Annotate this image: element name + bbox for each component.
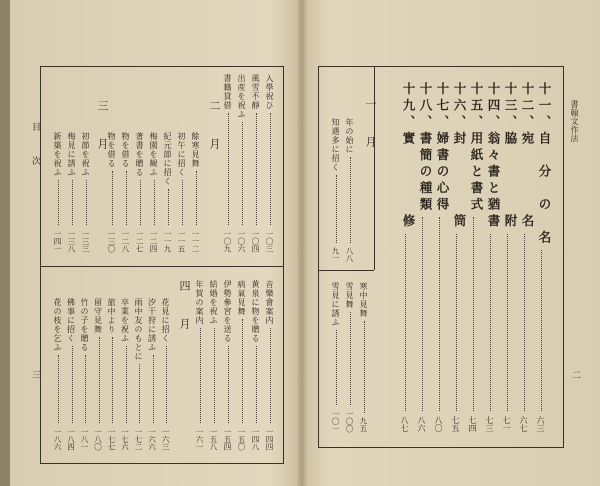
toc-entry-page: 九一 xyxy=(331,247,340,262)
toc-entry-page: 九五 xyxy=(359,417,368,432)
toc-entry-label: 雪見に誘ふ xyxy=(331,282,340,327)
toc-entry-page: 七五 xyxy=(451,416,460,432)
toc-leader-dots xyxy=(456,234,457,412)
toc-entry-label: 結婚を祝ふ xyxy=(209,280,218,325)
toc-entry xyxy=(222,280,235,450)
toc-entry xyxy=(467,82,484,432)
toc-leader-dots xyxy=(270,113,271,225)
toc-entry-label: 十七、婦書の心得 xyxy=(435,82,450,214)
toc-entry-label: 十九、實 修 xyxy=(401,82,416,231)
toc-leader-dots xyxy=(350,157,351,243)
toc-entry xyxy=(176,132,189,252)
toc-entry-label: 十一、自 分 の 名 xyxy=(537,82,552,247)
toc-entry xyxy=(66,132,79,252)
toc-entry-page: 六七 xyxy=(519,416,528,432)
toc-entry xyxy=(133,298,146,450)
toc-entry-label: 入學祝ひ xyxy=(265,74,274,110)
toc-leader-dots xyxy=(228,346,229,423)
toc-entry xyxy=(236,280,249,450)
toc-entry xyxy=(330,282,343,432)
toc-entry-page: 一七六 xyxy=(120,427,130,450)
toc-entry xyxy=(450,82,467,432)
toc-entry-page: 一四八 xyxy=(251,427,260,450)
toc-entry xyxy=(160,298,173,450)
toc-entry-page: 一〇四 xyxy=(251,229,260,252)
toc-entry xyxy=(344,118,357,262)
toc-leader-dots xyxy=(405,234,406,412)
toc-entry xyxy=(264,74,277,252)
toc-entry-page: 一六一 xyxy=(195,427,204,450)
toc-entry xyxy=(250,280,263,450)
toc-entry xyxy=(162,132,175,252)
book-edge xyxy=(0,0,10,486)
toc-entry-label: 十三、脇 附 xyxy=(503,82,518,231)
toc-entry-page: 一一五 xyxy=(177,229,186,252)
toc-leader-dots xyxy=(422,217,423,411)
toc-leader-dots xyxy=(524,234,525,412)
toc-leader-dots xyxy=(58,355,59,423)
toc-entry-label: 梅園を観ふ xyxy=(149,132,158,177)
toc-entry-page: 一六六 xyxy=(147,427,157,450)
toc-entry-page: 一七二 xyxy=(134,427,143,450)
toc-entry-page: 一六三 xyxy=(161,427,170,450)
toc-entry-label: 音樂會案内 xyxy=(265,280,274,325)
left-side-title: 目 次 xyxy=(30,122,40,173)
toc-leader-dots xyxy=(336,330,337,405)
toc-entry-page: 一四一 xyxy=(53,229,62,252)
toc-entry xyxy=(194,280,207,450)
right-running-head: 書翰文作法 xyxy=(570,100,579,143)
toc-entry-label: 梅見に誘ふ xyxy=(67,132,76,177)
toc-entry-label: 十八、書簡の種類 xyxy=(418,82,433,214)
toc-entry-page: 一三八 xyxy=(67,229,76,252)
toc-leader-dots xyxy=(256,346,257,423)
toc-leader-dots xyxy=(140,180,141,225)
toc-leader-dots xyxy=(126,171,127,225)
toc-leader-dots xyxy=(214,328,215,423)
toc-entry-page: 一一二 xyxy=(191,229,200,252)
month-heading: 四 月 xyxy=(178,280,191,337)
toc-entry xyxy=(484,82,501,432)
toc-leader-dots xyxy=(154,180,155,225)
toc-entry xyxy=(106,298,119,450)
toc-entry xyxy=(120,132,133,252)
toc-entry xyxy=(344,282,357,432)
toc-entry xyxy=(148,132,161,252)
toc-entry-label: 十四、翁々書と猶書 xyxy=(486,82,501,231)
toc-leader-dots xyxy=(507,234,508,412)
toc-entry-page: 一〇三 xyxy=(265,229,274,252)
toc-entry xyxy=(120,298,133,450)
toc-entry-label: 十五、用紙と書式 xyxy=(469,82,484,214)
toc-entry-page: 一三三 xyxy=(81,229,90,252)
toc-entry-label: 書籍貸借 xyxy=(223,74,232,110)
toc-entry-label: 病氣見舞 xyxy=(237,280,246,316)
toc-leader-dots xyxy=(350,312,351,405)
toc-leader-dots xyxy=(112,337,113,423)
toc-entry-label: 卒業を祝ふ xyxy=(120,298,130,343)
toc-leader-dots xyxy=(182,180,183,225)
toc-entry-page: 八六 xyxy=(417,416,426,432)
toc-entry xyxy=(416,82,433,432)
toc-entry xyxy=(358,282,371,432)
toc-leader-dots xyxy=(242,122,243,225)
toc-entry-page: 一〇一 xyxy=(331,409,340,432)
toc-leader-dots xyxy=(85,355,86,423)
toc-leader-dots xyxy=(112,171,113,225)
toc-leader-dots xyxy=(490,234,491,412)
month-heading: 二 月 xyxy=(208,100,221,157)
toc-entry xyxy=(330,118,343,262)
toc-entry-page: 一八一 xyxy=(80,427,89,450)
toc-entry-page: 一二四 xyxy=(149,229,158,252)
toc-entry xyxy=(52,298,65,450)
toc-entry-label: 留守見舞 xyxy=(93,298,103,334)
toc-entry-page: 一八〇 xyxy=(93,427,103,450)
toc-leader-dots xyxy=(228,113,229,225)
toc-entry-page: 一一九 xyxy=(163,229,172,252)
toc-entry-label: 新築を祝ふ xyxy=(53,132,62,177)
toc-entry-page: 一五四 xyxy=(223,427,232,450)
toc-leader-dots xyxy=(99,337,100,423)
toc-entry-label: 汐干狩に誘ふ xyxy=(147,298,157,352)
toc-leader-dots xyxy=(439,217,440,411)
toc-entry xyxy=(134,132,147,252)
toc-entry-page: 八七 xyxy=(400,416,409,432)
toc-entry-label: 黄泉に物を贈る xyxy=(251,280,260,343)
toc-entry-page: 六三 xyxy=(536,416,545,432)
toc-entry-page: 一〇九 xyxy=(223,229,232,252)
month-heading: 三 月 xyxy=(96,100,109,157)
toc-entry xyxy=(236,74,249,252)
toc-entry-page: 一三〇 xyxy=(107,229,116,252)
toc-leader-dots xyxy=(153,355,154,423)
toc-entry xyxy=(208,280,221,450)
toc-entry-label: 伊勢參宮を送る xyxy=(223,280,232,343)
toc-leader-dots xyxy=(126,346,127,423)
toc-leader-dots xyxy=(336,175,337,243)
toc-entry-page: 一二七 xyxy=(135,229,144,252)
toc-entry-label: 花見に招く xyxy=(161,298,170,343)
toc-entry-page: 一〇〇 xyxy=(345,409,354,432)
toc-leader-dots xyxy=(168,189,169,225)
toc-leader-dots xyxy=(270,328,271,423)
toc-entry-label: 物を借る xyxy=(121,132,130,168)
toc-leader-dots xyxy=(166,346,167,423)
left-page-number: 三 xyxy=(30,370,40,380)
toc-entry-label: 年の始に xyxy=(345,118,354,154)
toc-entry xyxy=(501,82,518,432)
toc-entry-page: 七三 xyxy=(485,416,494,432)
toc-entry-label: 紀元節に招く xyxy=(163,132,172,186)
toc-entry-page: 一五八 xyxy=(209,427,218,450)
toc-entry-label: 十六、封 筒 xyxy=(452,82,467,231)
toc-entry-page: 一七七 xyxy=(107,427,116,450)
toc-leader-dots xyxy=(86,180,87,225)
book-gutter xyxy=(296,0,308,486)
toc-entry xyxy=(147,298,160,450)
toc-entry xyxy=(535,82,552,432)
toc-leader-dots xyxy=(473,217,474,411)
toc-entry-label: 初節を祝ふ xyxy=(81,132,90,177)
toc-entry xyxy=(190,132,203,252)
toc-entry-label: 旅中より xyxy=(107,298,116,334)
toc-entry-label: 竹の子を贈る xyxy=(80,298,89,352)
toc-leader-dots xyxy=(72,346,73,423)
toc-entry-page: 七一 xyxy=(502,416,511,432)
toc-entry-label: 餘寒見舞 xyxy=(191,132,200,168)
toc-entry-label: 著書を贈る xyxy=(135,132,144,177)
toc-entry xyxy=(66,298,79,450)
toc-entry-label: 出産を祝ふ xyxy=(237,74,246,119)
month-heading: 一 月 xyxy=(364,98,377,155)
toc-entry xyxy=(264,280,277,450)
toc-entry-label: 寒中見舞 xyxy=(359,282,368,318)
toc-entry-page: 八八 xyxy=(345,247,354,262)
toc-leader-dots xyxy=(139,364,140,423)
toc-entry xyxy=(433,82,450,432)
toc-entry xyxy=(52,132,65,252)
toc-entry xyxy=(93,298,106,450)
toc-entry-label: 物を借る xyxy=(107,132,116,168)
toc-entry xyxy=(80,132,93,252)
toc-entry-label: 初午に招く xyxy=(177,132,186,177)
toc-leader-dots xyxy=(541,250,542,411)
toc-entry-page: 八〇 xyxy=(434,416,443,432)
toc-leader-dots xyxy=(196,171,197,225)
toc-entry xyxy=(518,82,535,432)
right-frame-vertical xyxy=(374,66,375,270)
toc-entry-page: 七四 xyxy=(468,416,477,432)
toc-entry-page: 一四四 xyxy=(265,427,274,450)
toc-leader-dots xyxy=(200,328,201,423)
right-frame-divider xyxy=(318,270,374,271)
toc-entry-label: 佛事に招く xyxy=(66,298,76,343)
toc-entry xyxy=(250,74,263,252)
toc-leader-dots xyxy=(242,319,243,423)
toc-entry-page: 一八六 xyxy=(53,427,62,450)
toc-leader-dots xyxy=(58,180,59,225)
right-page-number: 二 xyxy=(570,370,580,380)
toc-entry-label: 雨中友のもとに xyxy=(134,298,143,361)
toc-leader-dots xyxy=(364,321,365,413)
toc-entry xyxy=(79,298,92,450)
toc-entry-page: 一〇六 xyxy=(237,229,246,252)
toc-entry-page: 一二八 xyxy=(121,229,130,252)
toc-entry-label: 雪見舞 xyxy=(345,282,354,309)
toc-entry-label: 花の枝を乞ふ xyxy=(53,298,62,352)
toc-entry-label: 十二、宛 名 xyxy=(520,82,535,231)
toc-entry-page: 一五〇 xyxy=(237,427,246,450)
toc-entry xyxy=(399,82,416,432)
toc-entry xyxy=(222,74,235,252)
toc-entry-page: 一八四 xyxy=(66,427,76,450)
toc-leader-dots xyxy=(72,180,73,225)
left-frame-divider xyxy=(40,266,283,267)
toc-leader-dots xyxy=(256,113,257,225)
toc-entry-label: 年賀の案内 xyxy=(195,280,204,325)
toc-entry-label: 知遇多に招く xyxy=(331,118,340,172)
toc-entry-label: 風雪不靜 xyxy=(251,74,260,110)
